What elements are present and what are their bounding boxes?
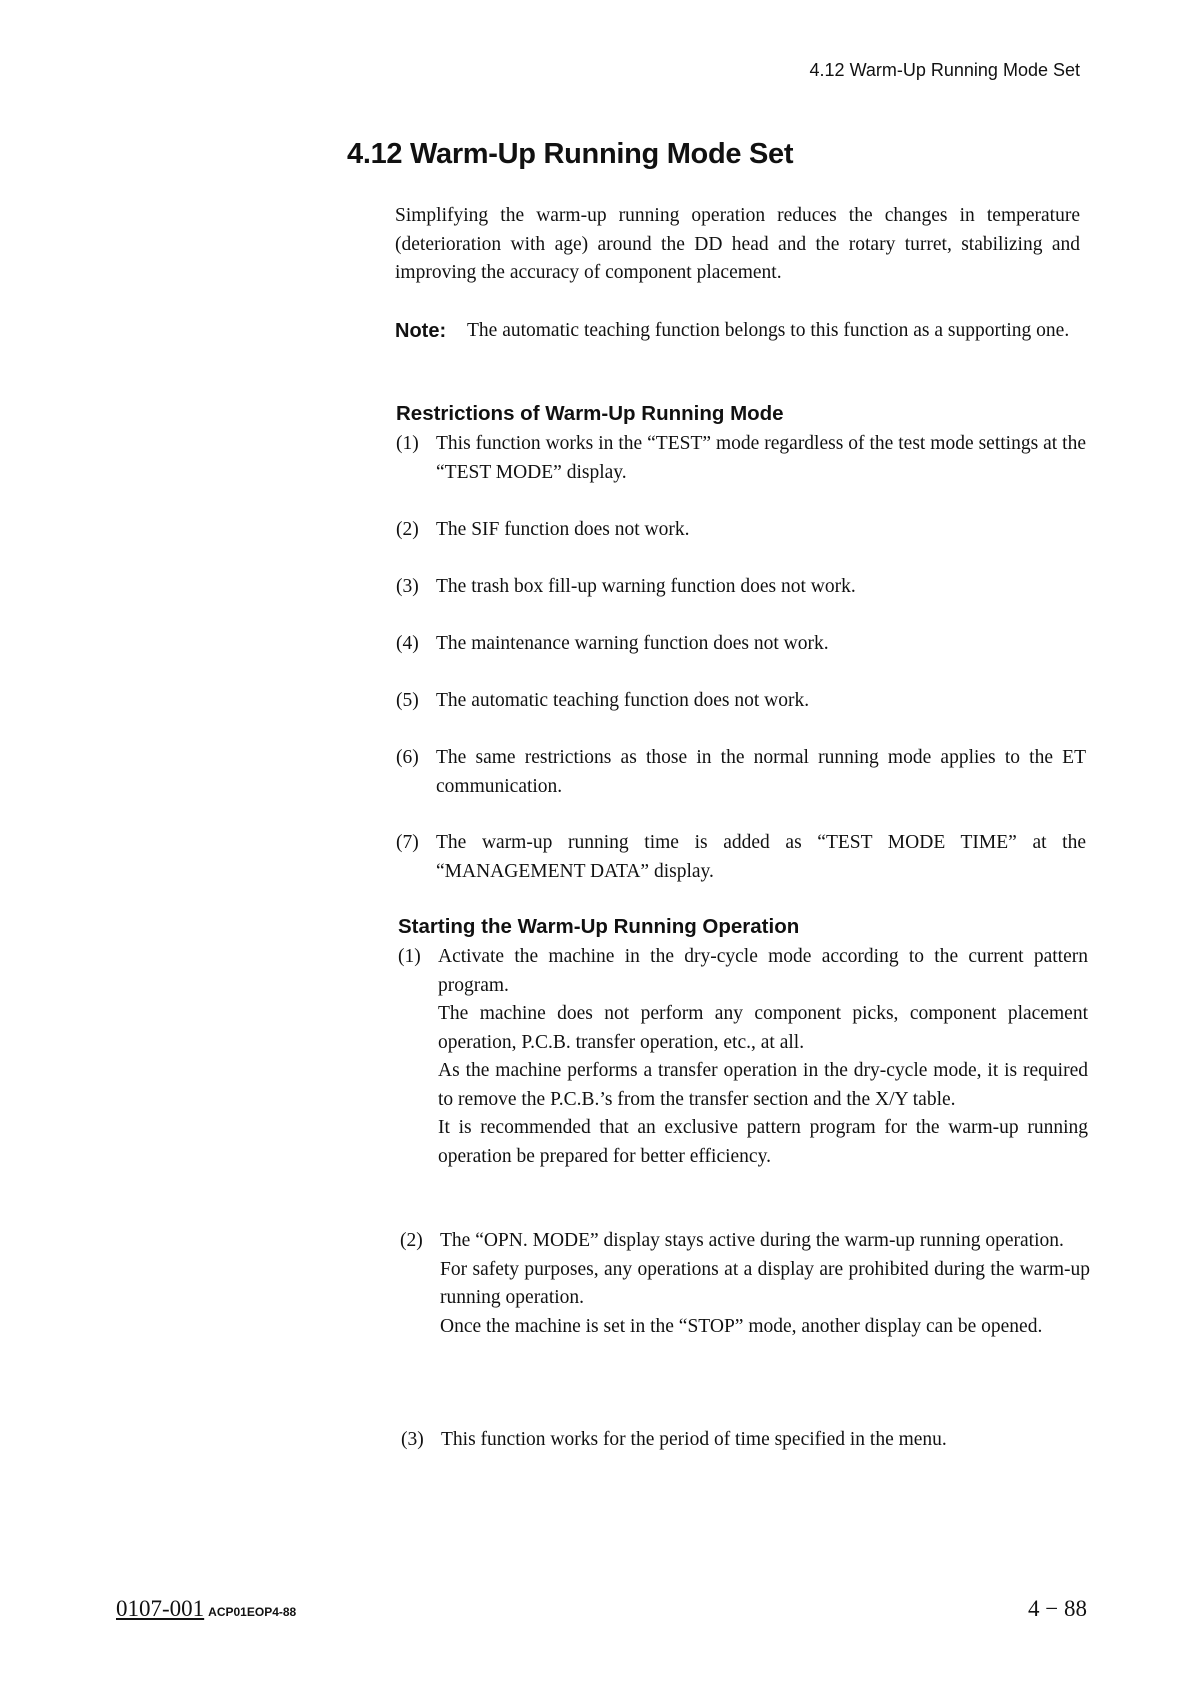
item-paragraph: As the machine performs a transfer operation in the dry-cycle mode, it is required to remove the P.C.B.’s from the transfer section and the X/Y table. (438, 1060, 1088, 1110)
item-paragraph: The machine does not perform any component picks, component placement operation, P.C.B. transfer operation, etc., at all. (438, 1003, 1088, 1053)
item-text: The warm-up running time is added as “TEST MODE TIME” at the “MANAGEMENT DATA” display. (436, 832, 1086, 882)
starting-item (400, 1227, 1090, 1341)
note-text: The automatic teaching function belongs to this function as a supporting one. (467, 320, 1070, 341)
item-paragraph: Once the machine is set in the “STOP” mode, another display can be opened. (440, 1315, 1043, 1337)
item-paragraph: This function works for the period of time specified in the menu. (441, 1429, 947, 1450)
item-number: (7) (396, 832, 419, 853)
item-paragraph: It is recommended that an exclusive pattern program for the warm-up running operation be prepared for better efficiency. (438, 1117, 1088, 1167)
item-number: (1) (398, 946, 421, 967)
item-paragraph: The “OPN. MODE” display stays active during the warm-up running operation. (440, 1230, 1064, 1251)
item-number: (2) (400, 1230, 423, 1251)
item-number: (5) (396, 690, 419, 711)
item-number: (4) (396, 633, 419, 654)
doc-code: 0107-001 (116, 1596, 205, 1621)
page-number: 4 − 88 (1028, 1596, 1087, 1621)
item-paragraph: For safety purposes, any operations at a display are prohibited during the warm-up running operation. (440, 1258, 1090, 1308)
item-text: The same restrictions as those in the normal running mode applies to the ET communication. (436, 747, 1086, 797)
item-number: (6) (396, 747, 419, 768)
footer-left (116, 1596, 296, 1622)
item-text: The automatic teaching function does not work. (436, 690, 810, 711)
item-number: (3) (401, 1429, 424, 1450)
item-text: The maintenance warning function does not work. (436, 633, 829, 654)
doc-ref: ACP01EOP4-88 (208, 1605, 297, 1619)
restriction-item (396, 630, 1086, 659)
restriction-item (396, 573, 1086, 602)
item-text: The trash box fill-up warning function does not work. (436, 576, 856, 597)
restriction-item (396, 430, 1086, 487)
note-label: Note: (395, 320, 447, 342)
note (395, 317, 1080, 346)
page-title: 4.12 Warm-Up Running Mode Set (347, 138, 794, 170)
item-text: The SIF function does not work. (436, 519, 690, 540)
starting-heading: Starting the Warm-Up Running Operation (398, 915, 800, 938)
item-paragraph: Activate the machine in the dry-cycle mode according to the current pattern program. (438, 946, 1088, 996)
running-header: 4.12 Warm-Up Running Mode Set (809, 60, 1080, 80)
item-number: (3) (396, 576, 419, 597)
restriction-item (396, 829, 1086, 886)
intro-paragraph: Simplifying the warm-up running operation reduces the changes in temperature (deterioration with age) around the DD head and the rotary turret, stabilizing and improving the accuracy of component placement. (395, 205, 1080, 283)
restriction-item (396, 687, 1086, 716)
starting-item (401, 1426, 1091, 1455)
restriction-item (396, 516, 1086, 545)
restriction-item (396, 744, 1086, 801)
item-number: (2) (396, 519, 419, 540)
starting-item (398, 943, 1088, 1171)
item-number: (1) (396, 433, 419, 454)
item-text: This function works in the “TEST” mode regardless of the test mode settings at the “TEST MODE” display. (436, 433, 1086, 483)
restrictions-heading: Restrictions of Warm-Up Running Mode (396, 402, 784, 425)
